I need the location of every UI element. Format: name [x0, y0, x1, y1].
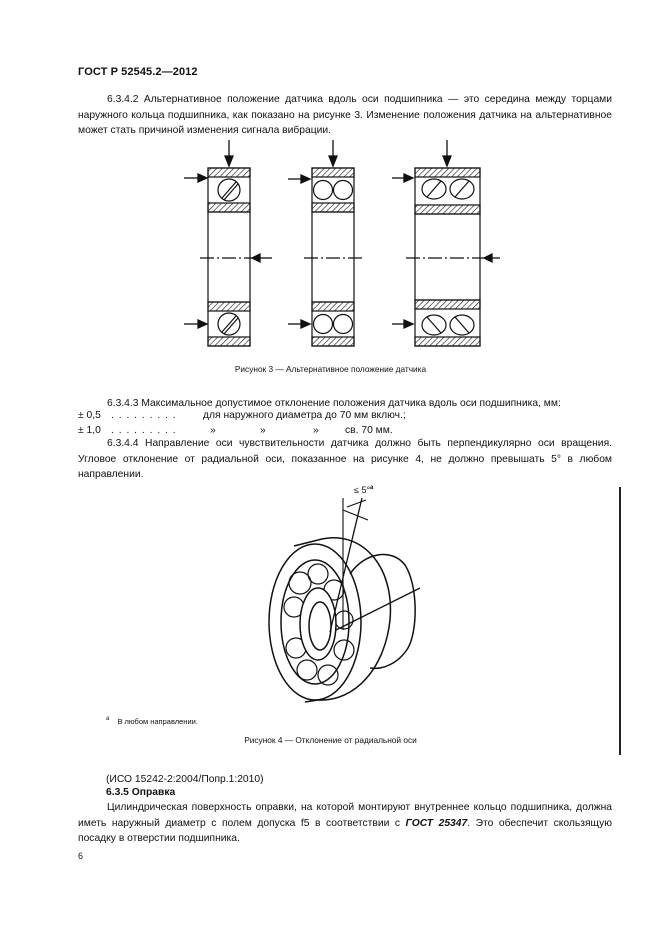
paragraph-6-3-4-3: 6.3.4.3 Максимальное допустимое отклонение положения датчика вдоль оси подшипника, мм: [107, 398, 561, 409]
figure-4-footnote [106, 716, 198, 726]
tolerance-text: св. 70 мм. [345, 425, 393, 436]
gost-25347-reference: ГОСТ 25347 [405, 817, 468, 829]
bearing-single-row [208, 168, 250, 346]
figure-3-caption: Рисунок 3 — Альтернативное положение датчика [234, 364, 427, 374]
paragraph-6-3-4-4: 6.3.4.4 Направление оси чувствительности датчика должно быть перпендикулярно оси вращения. Угловое отклонение от радиальной оси, показанное на рисунке 4, не должно превышать 5° в любом направлении. [78, 438, 612, 480]
ditto-mark: » [260, 425, 266, 436]
document-header: ГОСТ Р 52545.2—2012 [78, 66, 198, 78]
angle-label: ≤ 5°$^a$ [354, 485, 374, 495]
tolerance-text: для наружного диаметра до 70 мм включ.; [203, 410, 406, 421]
paragraph-6-3-4-2: 6.3.4.2 Альтернативное положение датчика вдоль оси подшипника — это середина между торцами наружного кольца подшипника, как показано на рисунке 3. Изменение положения датчика на альтернативное может стать причиной изменения сигнала вибрации. [78, 94, 612, 136]
figure-4-drawing [255, 480, 435, 710]
footnote-mark: a [106, 716, 110, 722]
iso-reference: (ИСО 15242-2:2004/Попр.1:2010) [106, 774, 264, 785]
angle-footnote-mark: a [370, 485, 374, 491]
section-6-3-5-title: 6.3.5 Оправка [106, 787, 176, 798]
bearing-double-row-wide [415, 168, 480, 346]
bearing-double-row [312, 168, 354, 346]
figure-4-caption: Рисунок 4 — Отклонение от радиальной оси [244, 735, 417, 745]
tolerance-value: ± 1,0 [78, 425, 101, 436]
ditto-mark: » [313, 425, 319, 436]
change-bar [619, 487, 621, 755]
footnote-text: В любом направлении. [117, 716, 198, 726]
tolerance-dots: . . . . . . . . . [111, 410, 177, 421]
page-number: 6 [78, 851, 84, 861]
tolerance-row-1 [78, 410, 612, 425]
tolerance-dots: . . . . . . . . . [111, 425, 177, 436]
tolerance-value: ± 0,5 [78, 410, 101, 421]
section-6-3-5-text: Цилиндрическая поверхность оправки, на которой монтируют внутреннее кольцо подшипника, должна иметь наружный диаметр с полем допуска f5 в соответствии с ГОСТ 25347. Это обеспечит скользящую посадку в отверстии подшипника. [78, 802, 612, 844]
ditto-mark: » [210, 425, 216, 436]
figure-3-drawing [170, 134, 500, 359]
